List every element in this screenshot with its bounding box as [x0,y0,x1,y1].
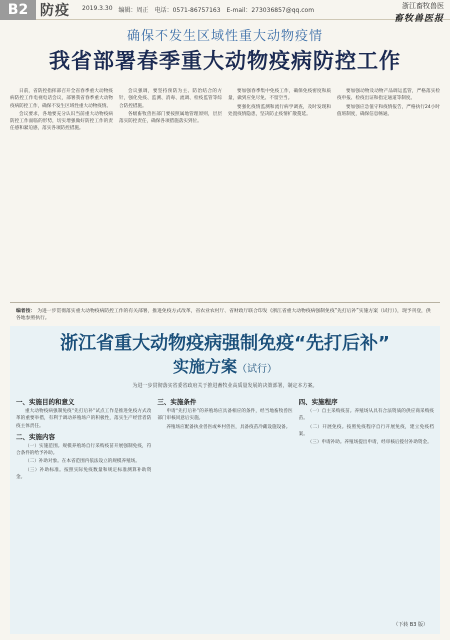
article2-lead: 为进一步贯彻落实省委省政府关于推进畜牧业高质量发展的决策部署，制定本方案。 [132,383,318,389]
article-column [337,88,440,288]
section-tag: 防疫 [40,2,70,19]
paragraph: 养殖场应配备执业兽医或乡村兽医，具备疫苗冷藏设施设备。 [166,424,291,430]
article2-column [157,395,292,635]
paragraph: 日前，省防控指挥部召开全省春季重大动物疫病防控工作电视电话会议，部署我省春季重大动物疫病防控工作，确保不发生区域性重大动物疫情。 [10,89,113,109]
brand-logo: 畜牧兽医报 [393,14,444,24]
continued-note: （下转 B3 版） [393,622,428,628]
article2-column [16,395,151,635]
paragraph: 会议要求，各地要充分认识当前重大动物疫病防控工作面临的形势，切实增强做好防控工作的责任感和紧迫感，落实各项防控措施。 [10,111,113,132]
brand [394,1,444,24]
section-divider [10,302,440,303]
paragraph: 要加强动物及动物产品调运监管，严格落实检疫申报、检疫出证和指定通道等制度。 [337,89,440,102]
paragraph: 各级畜牧兽医部门要按照属地管理原则，层层落实防控责任，确保各项措施落实到位。 [119,111,222,125]
article-spring-epidemic-control [10,28,440,300]
article-column [228,88,331,288]
paragraph: 要加强春季集中免疫工作，确保免疫密度和质量，做到应免尽免、不留空当。 [228,89,331,102]
article-first-vaccinate-then-subsidize [10,326,440,634]
section-heading: 四、实施程序 [298,398,338,406]
section-heading: 二、实施内容 [16,432,55,441]
article2-subhead [10,356,440,378]
paragraph: 重大动物疫病强制免疫“先打后补”试点工作是推进免疫方式改革的重要举措，有利于调动养殖场户的积极性，落实生产经营者防疫主体责任。 [16,409,152,429]
article2-headline: 浙江省重大动物疫病强制免疫“先打后补” [60,333,390,354]
paragraph: （三）申请补助。养殖场提出申请，经审核后拨付补助资金。 [307,440,432,446]
paragraph: （三）补助标准。按照实际免疫数量和规定标准测算补助资金。 [16,467,152,481]
editor-name: 编辑：周正 [118,7,149,14]
article-headline: 我省部署春季重大动物疫病防控工作 [49,49,401,73]
editor-note-text: 为进一步贯彻落实重大动物疫病防控工作的有关部署，推进免疫方式改革，省农业农村厅、省财政厅联合印发《浙江省重大动物疫病强制免疫“先打后补”实施方案（试行）》，现予刊登，供各地参照执行。 [16,309,431,321]
paragraph: （二）开展免疫。按照免疫程序自行开展免疫，建立免疫档案。 [298,424,434,437]
page-number: B2 [0,0,36,20]
article2-column [299,395,434,635]
article-body [10,88,440,288]
contact-phone: 电话：0571-86757163 [154,7,221,14]
header-meta [82,5,314,14]
article-column [119,88,222,288]
paragraph: （二）补助对象。在本省范围内依法设立的规模养殖场。 [25,459,140,465]
editor-note [16,308,434,322]
paragraph: 要加强应急值守和疫情报告，严格执行24小时值班制度，确保信息畅通。 [337,104,440,117]
masthead [0,0,450,24]
brand-name: 浙江畜牧兽医 [402,2,444,10]
section-heading: 一、实施目的和意义 [16,398,75,406]
issue-date: 2019.3.30 [82,5,113,12]
article-kicker: 确保不发生区域性重大动物疫情 [126,29,323,44]
paragraph: （一）实施范围。规模养殖场自行采购疫苗开展强制免疫，符合条件的给予补助。 [16,443,152,457]
paragraph: 申请“先打后补”的养殖场应具备相应的条件，经当地畜牧兽医部门审核同意后实施。 [157,409,293,422]
subhead-suffix: （试行） [237,364,277,375]
contact-email: E-mail：273036857@qq.com [226,7,315,14]
paragraph: 会议强调，要坚持预防为主、防治结合的方针，强化免疫、监测、消毒、流调、检疫监管等综合防控措施。 [119,89,222,109]
subhead-main: 实施方案 [172,357,237,376]
article2-body [10,389,440,629]
article-column [10,88,113,288]
paragraph: 要强化疫情监测和流行病学调查，及时发现和处置疫情隐患，坚决防止疫情扩散蔓延。 [228,104,331,117]
editor-note-label: 编者按： [16,309,36,314]
section-heading: 三、实施条件 [157,398,197,406]
paragraph: （一）自主采购疫苗。养殖场从具有合法资质的供应商采购疫苗。 [298,409,434,422]
